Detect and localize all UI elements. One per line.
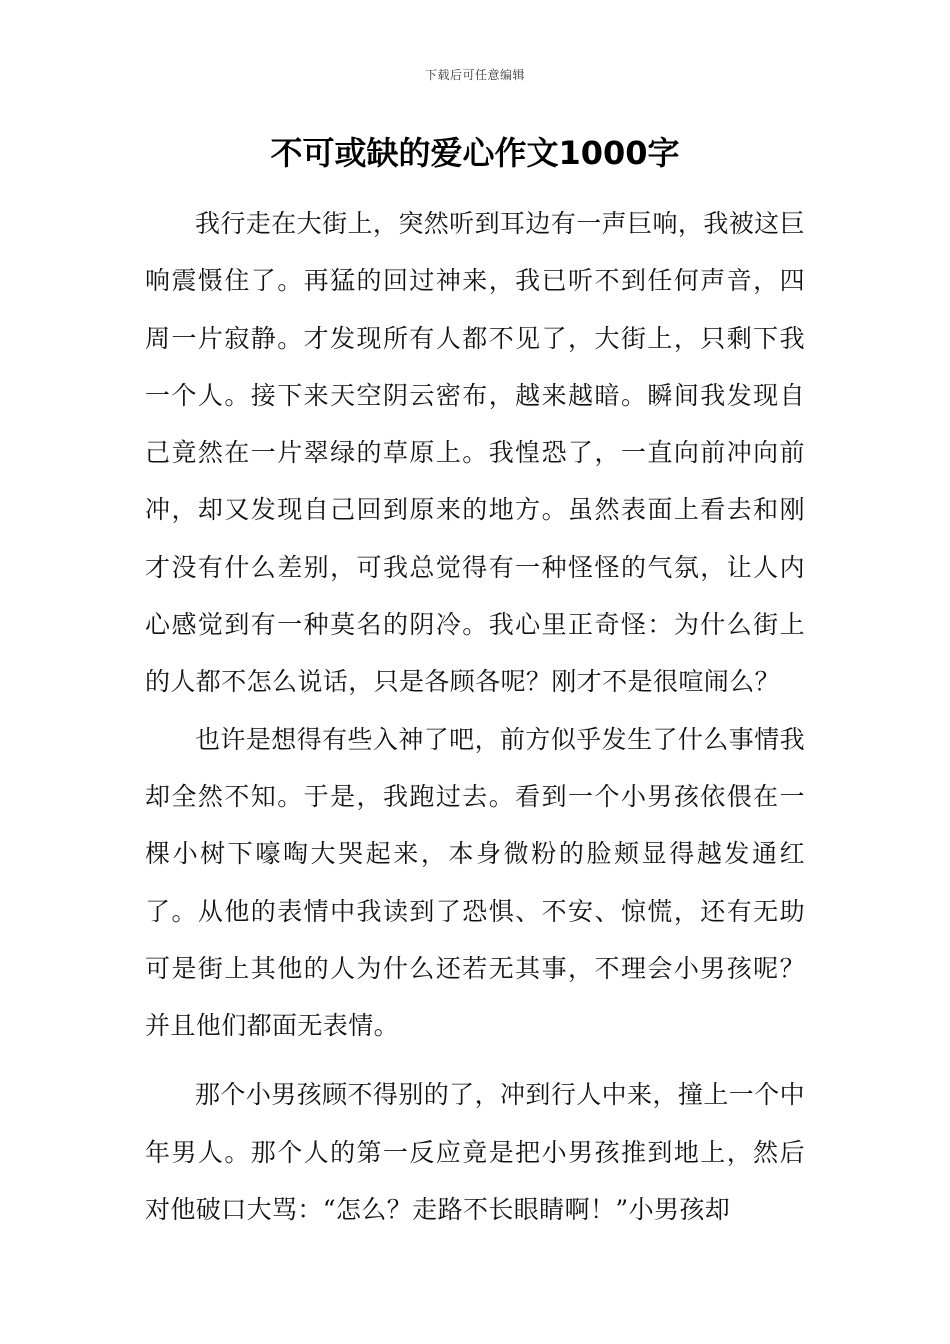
header-note: 下载后可任意编辑 <box>424 68 525 82</box>
document-body <box>145 195 805 1238</box>
paragraph-2: 也许是想得有些入神了吧，前方似乎发生了什么事情我却全然不知。于是，我跑过去。看到一个小男孩依偎在一棵小树下嚎啕大哭起来，本身微粉的脸颊显得越发通红了。从他的表情中我读到了恐惧、不安、惊慌，还有无助可是街上其他的人为什么还若无其事，不理会小男孩呢？并且他们都面无表情。 <box>145 724 805 1041</box>
document-title: 不可或缺的爱心作文1000字 <box>270 134 680 172</box>
paragraph-3: 那个小男孩顾不得别的了，冲到行人中来，撞上一个中年男人。那个人的第一反应竟是把小男孩推到地上，然后对他破口大骂：“怎么？走路不长眼睛啊！”小男孩却 <box>145 1080 805 1225</box>
paragraph-1: 我行走在大街上，突然听到耳边有一声巨响，我被这巨响震慑住了。再猛的回过神来，我已听不到任何声音，四周一片寂静。才发现所有人都不见了，大街上，只剩下我一个人。接下来天空阴云密布，越来越暗。瞬间我发现自己竟然在一片翠绿的草原上。我惶恐了，一直向前冲向前冲，却又发现自己回到原来的地方。虽然表面上看去和刚才没有什么差别，可我总觉得有一种怪怪的气氛，让人内心感觉到有一种莫名的阴冷。我心里正奇怪：为什么街上的人都不怎么说话，只是各顾各呢？刚才不是很喧闹么？ <box>145 209 805 697</box>
